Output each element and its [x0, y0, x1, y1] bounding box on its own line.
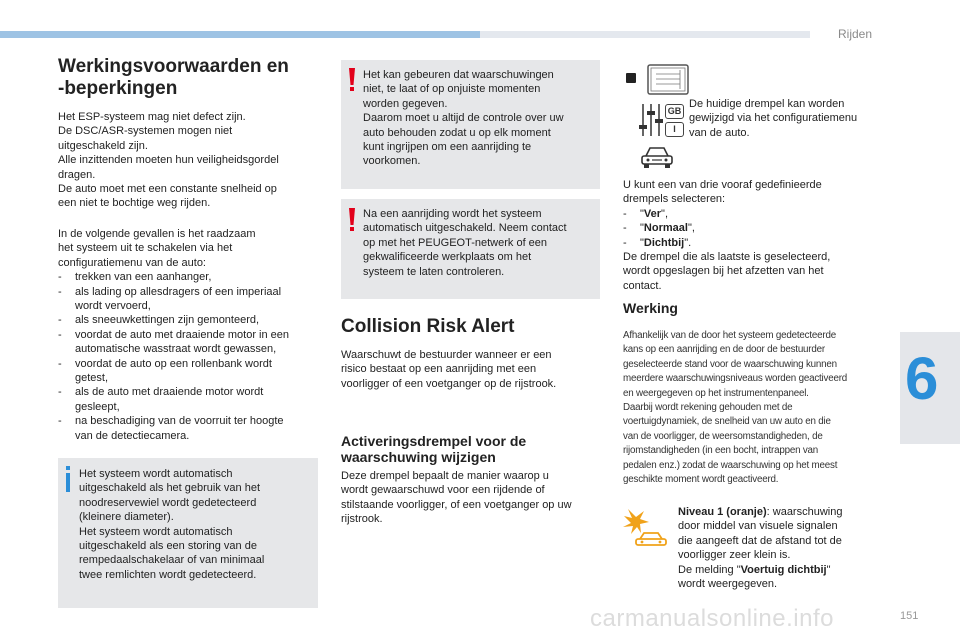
operation-paragraph: Afhankelijk van de door het systeem gedetecteerde kans op een aanrijding en de door de bestuurder geselecteerde stand voor de waarschuwing kunnen meerdere waarschuwingsniveaus worden geactiveerd en weergegeven op het instrumentenpaneel. Daarbij wordt rekening gehouden met de voertuigdynamiek, de snelheid van uw auto en die van de voorligger, de weersomstandigheden, de rijomstandigheden (in een bocht, intrappen van pedalen enz.) zodat de waarschuwing op het meest geschikte moment wordt geactiveerd.: [623, 330, 848, 486]
list-item: - als lading op allesdragers of een imperiaal wordt vervoerd,: [58, 285, 320, 314]
info-icon: [63, 466, 73, 492]
warning-icon: [348, 208, 356, 232]
warning-icon: [348, 68, 356, 92]
thresholds-list: U kunt een van drie vooraf gedefinieerde drempels selecteren: - "Ver", - "Normaal", - "Dichtbij". De drempel die als laatste is geselecteerd, wordt opgeslagen bij het afzetten van het contact.: [623, 178, 885, 293]
list-item: - als de auto met draaiende motor wordt gesleept,: [58, 385, 320, 414]
collision-risk-intro: Waarschuwt de bestuurder wanneer er een risico bestaat op een aanrijding met een voorligger of een voetganger op de rijstrook.: [341, 349, 557, 390]
threshold-option-normaal: - "Normaal",: [623, 221, 885, 235]
collision-risk-title: Collision Risk Alert: [341, 316, 515, 337]
watermark: carmanualsonline.info: [590, 605, 834, 632]
threshold-paragraph: Deze drempel bepaalt de manier waarop u wordt gewaarschuwd voor een rijdende of stilstaande voorligger, of een voetganger op uw rijstrook.: [341, 470, 572, 526]
conditions-title: Werkingsvoorwaarden en -beperkingen: [58, 56, 289, 99]
gb-language-icon: GB: [665, 104, 684, 119]
collision-alert-icon: [622, 507, 670, 549]
list-item: - voordat de auto met draaiende motor in een automatische wasstraat wordt gewassen,: [58, 328, 320, 357]
settings-sliders-icon: [638, 103, 666, 137]
level1-description: Niveau 1 (oranje): waarschuwing door middel van visuele signalen die aangeeft dat de afstand tot de voorligger zeer klein is. De melding "Voertuig dichtbij" wordt weergegeven.: [678, 506, 843, 591]
threshold-option-dichtbij: - "Dichtbij".: [623, 236, 885, 250]
deactivate-advice: In de volgende gevallen is het raadzaam het systeem uit te schakelen via het configuratiemenu van de auto: - trekken van een aanhanger, - als lading op allesdragers of een imperiaal wordt vervoerd, - als sneeuwkettingen zijn gemonteerd, - voordat de auto met draaiende motor in een automatische wasstraat wordt gewassen, - voordat de auto op een rollenbank wordt getest, - als de auto met draaiende motor wordt gesleept, - na beschadiging van de voorruit ter hoogte van de detectiecamera.: [58, 227, 320, 443]
icon-note: De huidige drempel kan worden gewijzigd via het configuratiemenu van de auto.: [689, 98, 858, 139]
car-icon: [640, 145, 674, 169]
list-item: - als sneeuwkettingen zijn gemonteerd,: [58, 313, 320, 327]
info-i-icon: I: [665, 122, 684, 137]
section-name: Rijden: [838, 27, 873, 41]
info-box-text: Het systeem wordt automatisch uitgeschakeld als het gebruik van het noodreservewiel wordt gedetecteerd (kleinere diameter). Het systeem wordt automatisch uitgeschakeld als een storing van de rempedaalschakelaar of van minimaal twee remlichten wordt gedetecteerd.: [79, 468, 265, 581]
warning-box-2-text: Na een aanrijding wordt het systeem automatisch uitgeschakeld. Neem contact op met het PEUGEOT-netwerk of een gekwalificeerde werkplaats om het systeem te laten controleren.: [363, 208, 567, 278]
conditions-paragraph: Het ESP-systeem mag niet defect zijn. De DSC/ASR-systemen mogen niet uitgeschakeld zijn. Alle inzittenden moeten hun veiligheidsgordel dragen. De auto moet met een constante snelheid op een niet te bochtige weg rijden.: [58, 111, 279, 210]
threshold-option-ver: - "Ver",: [623, 207, 885, 221]
threshold-heading: Activeringsdrempel voor de waarschuwing wijzigen: [341, 433, 527, 465]
header-bar-light: [480, 31, 810, 38]
operation-heading: Werking: [623, 300, 678, 316]
display-screen-icon: [626, 64, 690, 96]
chapter-number: 6: [905, 345, 939, 412]
list-item: - voordat de auto op een rollenbank wordt getest,: [58, 357, 320, 386]
list-item: - na beschadiging van de voorruit ter hoogte van de detectiecamera.: [58, 414, 320, 443]
page-number: 151: [900, 610, 919, 622]
list-item: - trekken van een aanhanger,: [58, 270, 320, 284]
warning-box-1-text: Het kan gebeuren dat waarschuwingen niet, te laat of op onjuiste momenten worden gegeven. Daarom moet u altijd de controle over uw auto behouden zodat u op elk moment kunt ingrijpen om een aanrijding te voorkomen.: [363, 69, 564, 168]
header-bar: [0, 31, 480, 38]
